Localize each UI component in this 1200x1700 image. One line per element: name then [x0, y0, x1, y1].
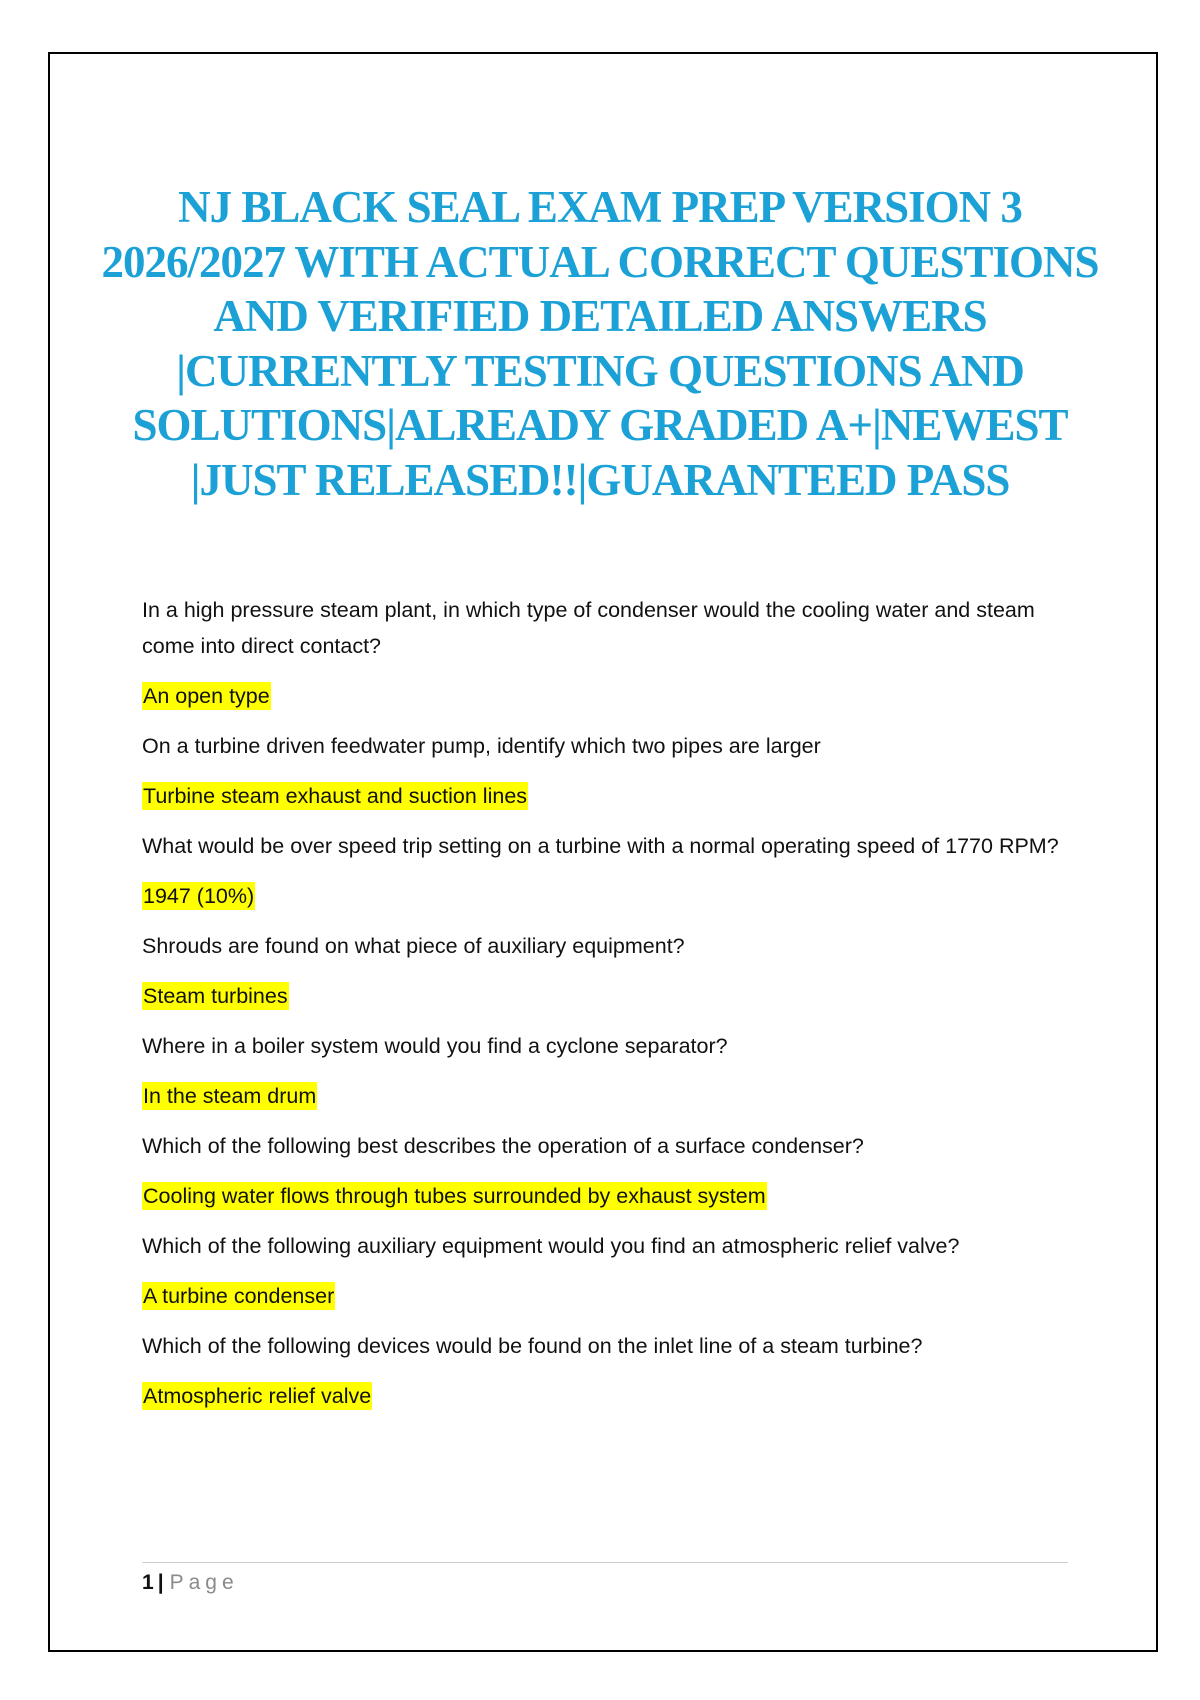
answer-text — [142, 878, 1072, 914]
answer-text — [142, 778, 1072, 814]
answer-highlight: In the steam drum — [143, 1084, 317, 1108]
answer-text — [142, 1278, 1072, 1314]
qa-item — [142, 1128, 1072, 1214]
question-text: Which of the following auxiliary equipment would you find an atmospheric relief valve? — [142, 1234, 960, 1258]
qa-item — [142, 1228, 1072, 1314]
qa-item — [142, 592, 1072, 714]
page-footer — [142, 1568, 239, 1598]
answer-text — [142, 978, 1072, 1014]
question-text: What would be over speed trip setting on a turbine with a normal operating speed of 1770 RPM? — [142, 834, 1059, 858]
page-number: 1 — [142, 1571, 154, 1594]
qa-item — [142, 1028, 1072, 1114]
answer-text — [142, 678, 1072, 714]
answer-text — [142, 1078, 1072, 1114]
footer-separator: | — [157, 1571, 164, 1594]
qa-item — [142, 928, 1072, 1014]
qa-item — [142, 728, 1072, 814]
page-label: Page — [169, 1571, 239, 1594]
answer-highlight: Turbine steam exhaust and suction lines — [143, 784, 528, 808]
answer-text — [142, 1178, 1072, 1214]
answer-highlight: 1947 (10%) — [143, 884, 255, 908]
document-title: NJ BLACK SEAL EXAM PREP VERSION 3 2026/2027 WITH ACTUAL CORRECT QUESTIONS AND VERIFIED DETAILED ANSWERS |CURRENTLY TESTING QUESTIONS AND SOLUTIONS|ALREADY GRADED A+|NEWEST |JUST RELEASED!!|GUARANTEED PASS — [101, 182, 1099, 505]
qa-item — [142, 1328, 1072, 1414]
answer-highlight: A turbine condenser — [143, 1284, 335, 1308]
answer-highlight: Atmospheric relief valve — [143, 1384, 372, 1408]
question-text: On a turbine driven feedwater pump, identify which two pipes are larger — [142, 734, 821, 758]
question-text: In a high pressure steam plant, in which type of condenser would the cooling water and steam come into direct contact? — [142, 598, 1035, 658]
qa-item — [142, 828, 1072, 914]
question-text: Where in a boiler system would you find a cyclone separator? — [142, 1034, 728, 1058]
question-text: Which of the following best describes the operation of a surface condenser? — [142, 1134, 864, 1158]
answer-text — [142, 1378, 1072, 1414]
question-text: Which of the following devices would be found on the inlet line of a steam turbine? — [142, 1334, 923, 1358]
footer-divider — [142, 1562, 1068, 1563]
qa-list — [142, 592, 1072, 1428]
answer-highlight: An open type — [143, 684, 270, 708]
answer-highlight: Cooling water flows through tubes surrounded by exhaust system — [143, 1184, 766, 1208]
answer-highlight: Steam turbines — [143, 984, 288, 1008]
question-text: Shrouds are found on what piece of auxiliary equipment? — [142, 934, 685, 958]
